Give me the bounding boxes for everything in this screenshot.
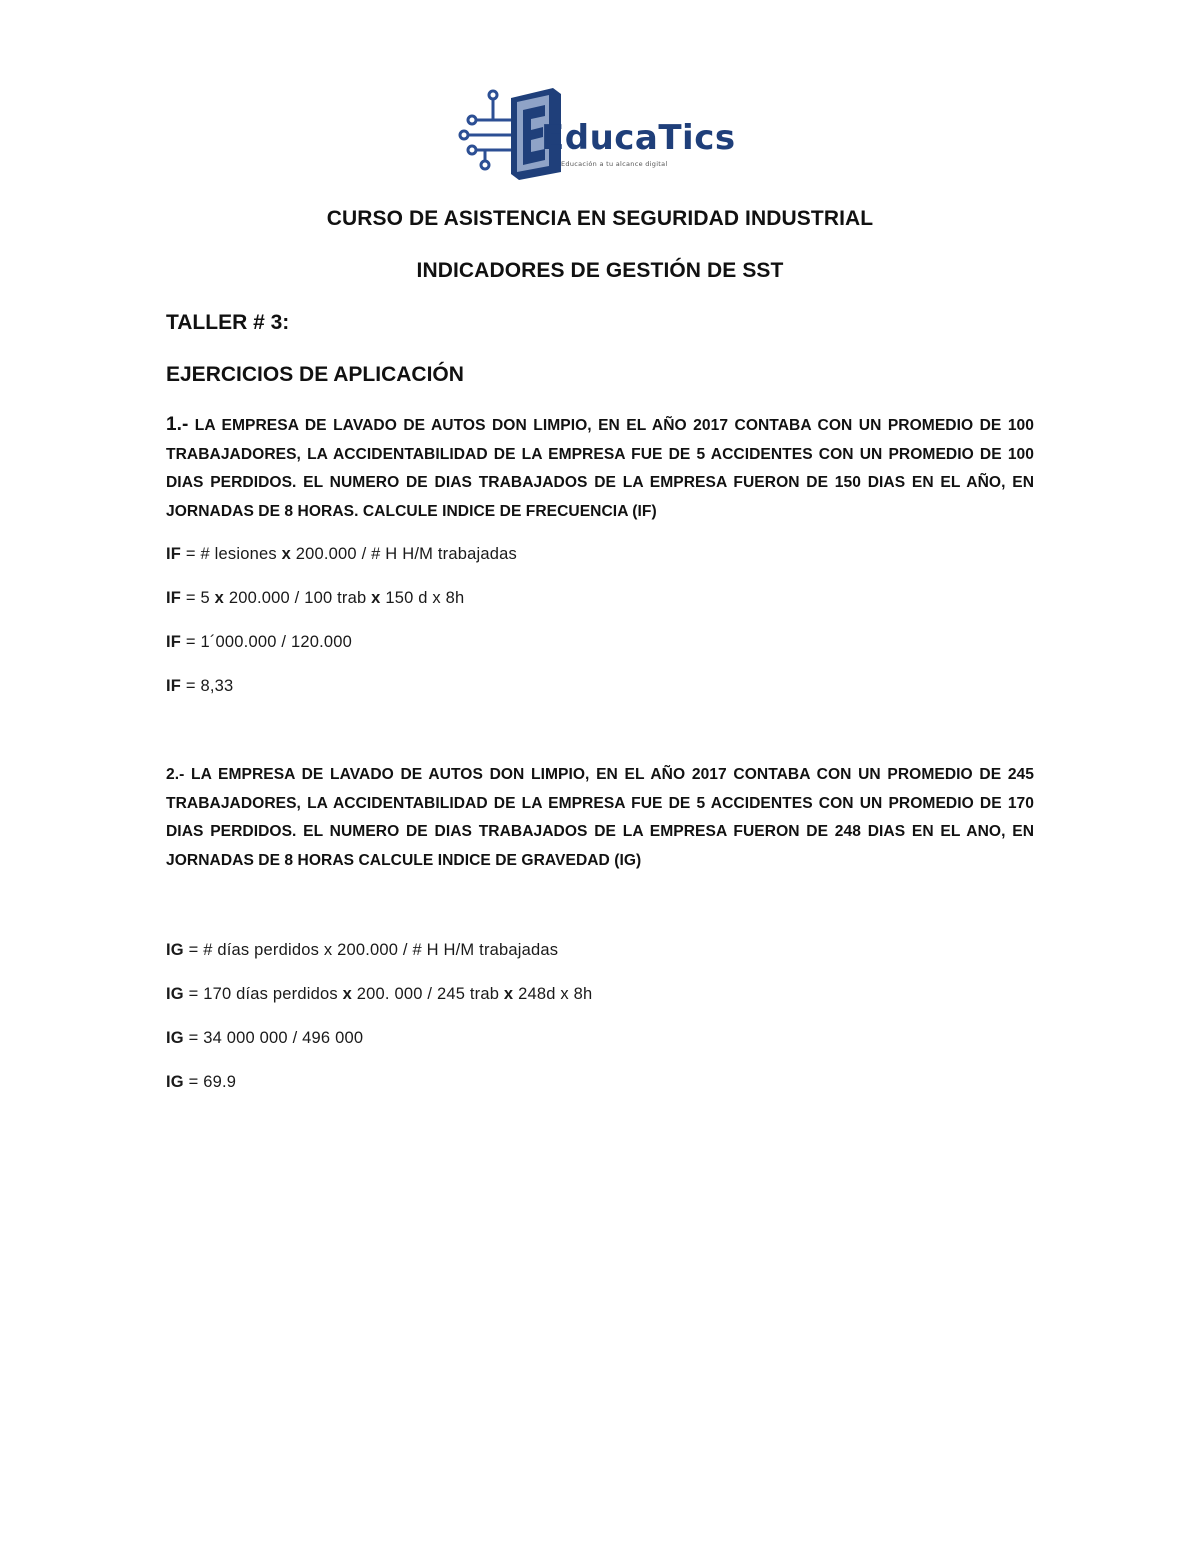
logo-tagline: Educación a tu alcance digital — [561, 160, 668, 168]
ig-formula-line-2: IG = 170 días perdidos x 200. 000 / 245 trab x 248d x 8h — [166, 985, 593, 1003]
if-formula-line-1: IF = # lesiones x 200.000 / # H H/M trabajadas — [166, 545, 517, 563]
ig-result: IG = 69.9 — [166, 1073, 237, 1091]
exercise-2-number: 2.- — [166, 766, 185, 783]
section-heading: EJERCICIOS DE APLICACIÓN — [166, 363, 464, 386]
exercise-1-text: LA EMPRESA DE LAVADO DE AUTOS DON LIMPIO, EN EL AÑO 2017 CONTABA CON UN PROMEDIO DE 100 TRABAJADORES, LA ACCIDENTABILIDAD DE LA EMPRESA FUE DE 5 ACCIDENTES CON UN PROMEDIO DE 100 DIAS PERDIDOS. EL NUMERO DE DIAS TRABAJADOS DE LA EMPRESA FUERON DE 150 DIAS EN EL AÑO, EN JORNADAS DE 8 HORAS. CALCULE INDICE DE FRECUENCIA (IF) — [166, 417, 1034, 520]
if-formula-line-2: IF = 5 x 200.000 / 100 trab x 150 d x 8h — [166, 589, 465, 607]
if-result: IF = 8,33 — [166, 677, 234, 695]
logo-brand-text: EducaTics — [541, 118, 736, 158]
subject-title: INDICADORES DE GESTIÓN DE SST — [416, 259, 784, 282]
ig-formula-line-3: IG = 34 000 000 / 496 000 — [166, 1029, 364, 1047]
if-formula-line-3: IF = 1´000.000 / 120.000 — [166, 633, 352, 651]
exercise-2-text: LA EMPRESA DE LAVADO DE AUTOS DON LIMPIO, EN EL AÑO 2017 CONTABA CON UN PROMEDIO DE 245 TRABAJADORES, LA ACCIDENTABILIDAD DE LA EMPRESA FUE DE 5 ACCIDENTES CON UN PROMEDIO DE 170 DIAS PERDIDOS. EL NUMERO DE DIAS TRABAJADOS DE LA EMPRESA FUERON DE 248 DIAS EN EL ANO, EN JORNADAS DE 8 HORAS CALCULE INDICE DE GRAVEDAD (IG) — [166, 766, 1034, 869]
exercise-1-number: 1.- — [166, 414, 189, 435]
exercise-2-statement — [166, 761, 1034, 875]
educatics-logo — [445, 80, 745, 180]
workshop-heading: TALLER # 3: — [166, 311, 290, 334]
ig-formula-line-1: IG = # días perdidos x 200.000 / # H H/M trabajadas — [166, 941, 559, 959]
exercise-1-statement — [166, 411, 1034, 526]
course-title: CURSO DE ASISTENCIA EN SEGURIDAD INDUSTRIAL — [326, 207, 874, 230]
